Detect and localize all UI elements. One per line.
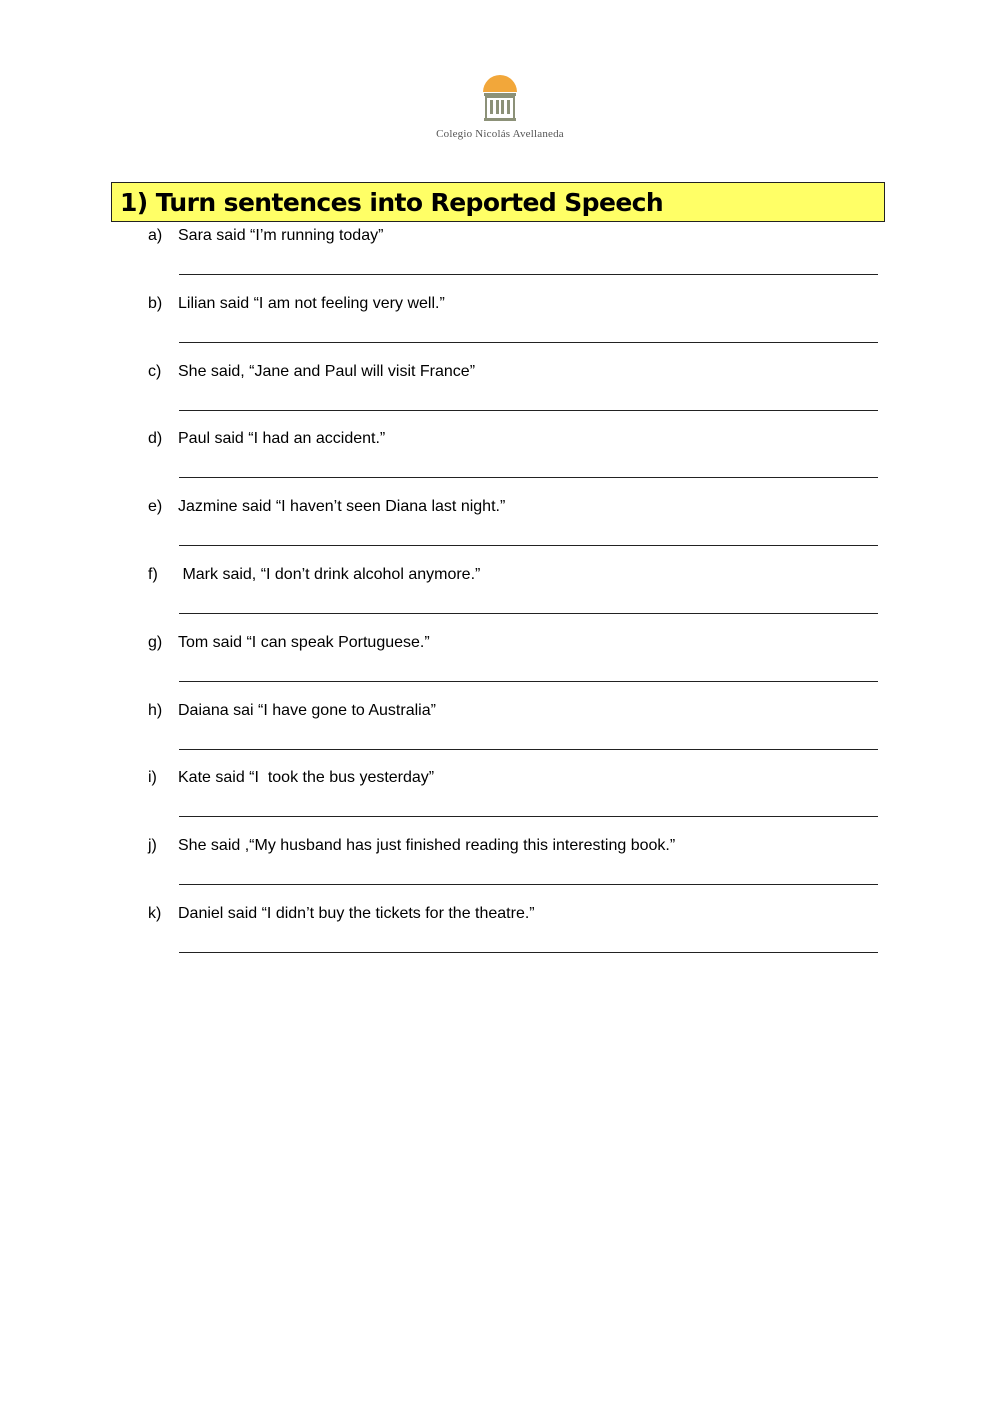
school-building-sun-logo-icon bbox=[481, 72, 519, 122]
answer-line[interactable] bbox=[179, 410, 878, 411]
item-letter: f) bbox=[148, 565, 158, 583]
answer-line[interactable] bbox=[179, 884, 878, 885]
exercise-title-box bbox=[111, 182, 885, 222]
list-item bbox=[148, 497, 888, 565]
answer-line[interactable] bbox=[179, 749, 878, 750]
item-letter: c) bbox=[148, 362, 162, 380]
list-item bbox=[148, 701, 888, 769]
item-sentence: Daniel said “I didn’t buy the tickets for the theatre.” bbox=[178, 904, 535, 922]
item-letter: k) bbox=[148, 904, 162, 922]
answer-line[interactable] bbox=[179, 477, 878, 478]
item-letter: b) bbox=[148, 294, 163, 312]
item-letter: i) bbox=[148, 769, 157, 787]
list-item bbox=[148, 768, 888, 836]
item-sentence: Daiana sai “I have gone to Australia” bbox=[178, 701, 436, 719]
list-item bbox=[148, 294, 888, 362]
item-sentence: Sara said “I’m running today” bbox=[178, 227, 384, 244]
list-item bbox=[148, 226, 888, 294]
answer-line[interactable] bbox=[179, 274, 878, 275]
item-sentence: Kate said “I took the bus yesterday” bbox=[178, 769, 435, 787]
item-sentence: She said, “Jane and Paul will visit France” bbox=[178, 362, 476, 380]
school-logo bbox=[0, 72, 1000, 140]
list-item bbox=[148, 565, 888, 633]
answer-line[interactable] bbox=[179, 613, 878, 614]
answer-line[interactable] bbox=[179, 545, 878, 546]
list-item bbox=[148, 633, 888, 701]
list-item bbox=[148, 362, 888, 430]
item-letter: d) bbox=[148, 430, 163, 448]
school-name: Colegio Nicolás Avellaneda bbox=[436, 128, 564, 140]
item-letter: e) bbox=[148, 498, 163, 516]
item-sentence: She said ,“My husband has just finished reading this interesting book.” bbox=[178, 837, 676, 855]
answer-line[interactable] bbox=[179, 816, 878, 817]
item-sentence: Paul said “I had an accident.” bbox=[178, 430, 386, 448]
item-sentence: Tom said “I can speak Portuguese.” bbox=[178, 633, 430, 651]
answer-line[interactable] bbox=[179, 342, 878, 343]
item-sentence: Mark said, “I don’t drink alcohol anymore.” bbox=[178, 565, 481, 583]
item-letter: h) bbox=[148, 701, 163, 719]
exercise-title: 1) Turn sentences into Reported Speech bbox=[120, 187, 664, 217]
item-sentence: Lilian said “I am not feeling very well.” bbox=[178, 294, 445, 312]
answer-line[interactable] bbox=[179, 952, 878, 953]
item-letter: a) bbox=[148, 227, 163, 244]
answer-line[interactable] bbox=[179, 681, 878, 682]
exercise-list bbox=[148, 226, 888, 972]
item-letter: j) bbox=[148, 837, 157, 855]
list-item bbox=[148, 836, 888, 904]
item-letter: g) bbox=[148, 633, 163, 651]
list-item bbox=[148, 429, 888, 497]
list-item bbox=[148, 904, 888, 972]
item-sentence: Jazmine said “I haven’t seen Diana last night.” bbox=[178, 498, 506, 516]
